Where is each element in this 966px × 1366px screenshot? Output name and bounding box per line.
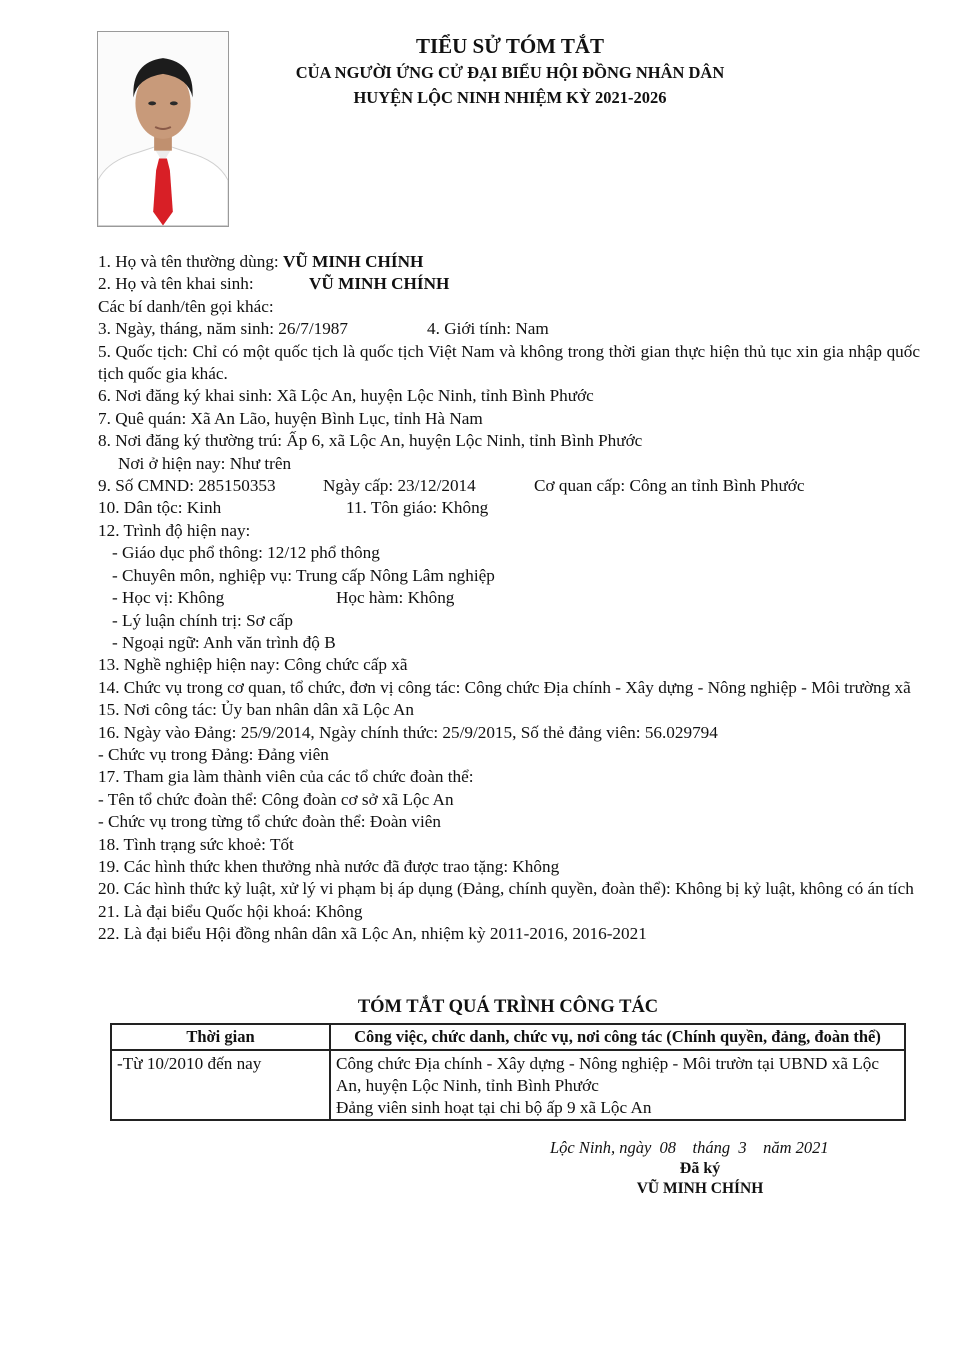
hometown: 7. Quê quán: Xã An Lão, huyện Bình Lục, tỉnh Hà Nam bbox=[98, 408, 483, 428]
ethnicity: 10. Dân tộc: Kinh bbox=[98, 498, 222, 518]
candidate-portrait bbox=[98, 32, 228, 226]
birth-name: VŨ MINH CHÍNH bbox=[309, 274, 450, 294]
work-history-title: TÓM TẮT QUÁ TRÌNH CÔNG TÁC bbox=[357, 997, 659, 1017]
academic-title: Học hàm: Không bbox=[336, 588, 455, 608]
peoples-council: 22. Là đại biểu Hội đồng nhân dân xã Lộc An, nhiệm kỳ 2011-2016, 2016-2021 bbox=[98, 924, 647, 944]
professional-skill: - Chuyên môn, nghiệp vụ: Trung cấp Nông Lâm nghiệp bbox=[112, 565, 495, 585]
current-residence: Nơi ở hiện nay: Như trên bbox=[118, 453, 292, 473]
foreign-language: - Ngoại ngữ: Anh văn trình độ B bbox=[112, 632, 336, 652]
work-history-table bbox=[110, 1023, 906, 1121]
academic-degree: - Học vị: Không bbox=[112, 588, 225, 608]
table-row bbox=[111, 1050, 905, 1120]
occupation: 13. Nghề nghiệp hiện nay: Công chức cấp xã bbox=[98, 655, 408, 675]
id-issue-date: Ngày cấp: 23/12/2014 bbox=[323, 476, 476, 496]
health-status: 18. Tình trạng sức khoẻ: Tốt bbox=[98, 834, 294, 854]
permanent-residence: 8. Nơi đăng ký thường trú: Ấp 6, xã Lộc An, huyện Lộc Ninh, tỉnh Bình Phước bbox=[98, 431, 643, 451]
biography-items bbox=[98, 251, 920, 946]
id-issuer: Cơ quan cấp: Công an tỉnh Bình Phước bbox=[534, 476, 805, 496]
organization-name: - Tên tổ chức đoàn thể: Công đoàn cơ sở xã Lộc An bbox=[98, 789, 454, 809]
organizations-heading: 17. Tham gia làm thành viên của các tổ chức đoàn thể: bbox=[98, 767, 474, 787]
organization-position: - Chức vụ trong từng tổ chức đoàn thể: Đoàn viên bbox=[98, 812, 441, 832]
workplace: 15. Nơi công tác: Ủy ban nhân dân xã Lộc An bbox=[98, 700, 414, 720]
document-title: TIỂU SỬ TÓM TẮT bbox=[415, 34, 605, 58]
birth-registration-place: 6. Nơi đăng ký khai sinh: Xã Lộc An, huyện Lộc Ninh, tỉnh Bình Phước bbox=[98, 386, 594, 406]
discipline: 20. Các hình thức kỷ luật, xử lý vi phạm bị áp dụng (Đảng, chính quyền, đoàn thể): Không bị kỷ luật, không có án tích bbox=[98, 879, 914, 899]
signed-label: Đã ký bbox=[679, 1160, 721, 1177]
item-10-11 bbox=[98, 497, 920, 519]
document-subtitle-2: HUYỆN LỘC NINH NHIỆM KỲ 2021-2026 bbox=[353, 88, 667, 107]
position: 14. Chức vụ trong cơ quan, tổ chức, đơn vị công tác: Công chức Địa chính - Xây dựng - Nông nghiệp - Môi trường xã bbox=[98, 677, 911, 697]
alias: Các bí danh/tên gọi khác: bbox=[98, 296, 274, 316]
nationality: 5. Quốc tịch: Chỉ có một quốc tịch là quốc tịch Việt Nam và không trong thời gian thực hiện thủ tục xin gia nhập quốc tịch quốc gia khác. bbox=[98, 341, 920, 384]
common-name: VŨ MINH CHÍNH bbox=[283, 252, 424, 271]
date-of-birth: 3. Ngày, tháng, năm sinh: 26/7/1987 bbox=[98, 319, 348, 339]
row-description-line-1: Công chức Địa chính - Xây dựng - Nông nghiệp - Môi trườn tại UBND xã Lộc An, huyện Lộc Ninh, tỉnh Bình Phước bbox=[336, 1054, 880, 1095]
id-card bbox=[98, 475, 920, 497]
gender: 4. Giới tính: Nam bbox=[427, 319, 549, 339]
table-header-row bbox=[111, 1024, 905, 1050]
column-time: Thời gian bbox=[111, 1024, 330, 1050]
religion: 11. Tôn giáo: Không bbox=[346, 498, 489, 518]
awards: 19. Các hình thức khen thưởng nhà nước đã được trao tặng: Không bbox=[98, 856, 560, 876]
degree bbox=[98, 587, 920, 609]
document-subtitle-1: CỦA NGƯỜI ỨNG CỬ ĐẠI BIỂU HỘI ĐỒNG NHÂN DÂN bbox=[295, 63, 725, 82]
political-theory: - Lý luận chính trị: Sơ cấp bbox=[112, 610, 293, 630]
item-2 bbox=[98, 273, 920, 295]
row-description bbox=[330, 1050, 905, 1120]
item-2-label: 2. Họ và tên khai sinh: bbox=[98, 274, 254, 294]
item-3-4 bbox=[98, 318, 920, 340]
column-description: Công việc, chức danh, chức vụ, nơi công tác (Chính quyền, đảng, đoàn thể) bbox=[330, 1024, 905, 1050]
row-description-line-2: Đảng viên sinh hoạt tại chi bộ ấp 9 xã Lộc An bbox=[336, 1098, 652, 1117]
item-1-label: 1. Họ và tên thường dùng: bbox=[98, 252, 284, 271]
row-time: -Từ 10/2010 đến nay bbox=[111, 1050, 330, 1120]
party-membership: 16. Ngày vào Đảng: 25/9/2014, Ngày chính thức: 25/9/2015, Số thẻ đảng viên: 56.029794 bbox=[98, 722, 718, 742]
document-header bbox=[230, 32, 790, 110]
signature-block bbox=[540, 1137, 860, 1199]
national-assembly: 21. Là đại biểu Quốc hội khoá: Không bbox=[98, 901, 363, 921]
place-date: Lộc Ninh, ngày 08 tháng 3 năm 2021 bbox=[550, 1138, 829, 1157]
item-1 bbox=[98, 251, 920, 273]
general-education: - Giáo dục phổ thông: 12/12 phổ thông bbox=[112, 543, 380, 563]
candidate-photo bbox=[97, 31, 229, 227]
id-number: 9. Số CMND: 285150353 bbox=[98, 476, 276, 496]
signer-name: VŨ MINH CHÍNH bbox=[636, 1180, 764, 1197]
party-position: - Chức vụ trong Đảng: Đảng viên bbox=[98, 744, 329, 764]
education-heading: 12. Trình độ hiện nay: bbox=[98, 520, 251, 540]
